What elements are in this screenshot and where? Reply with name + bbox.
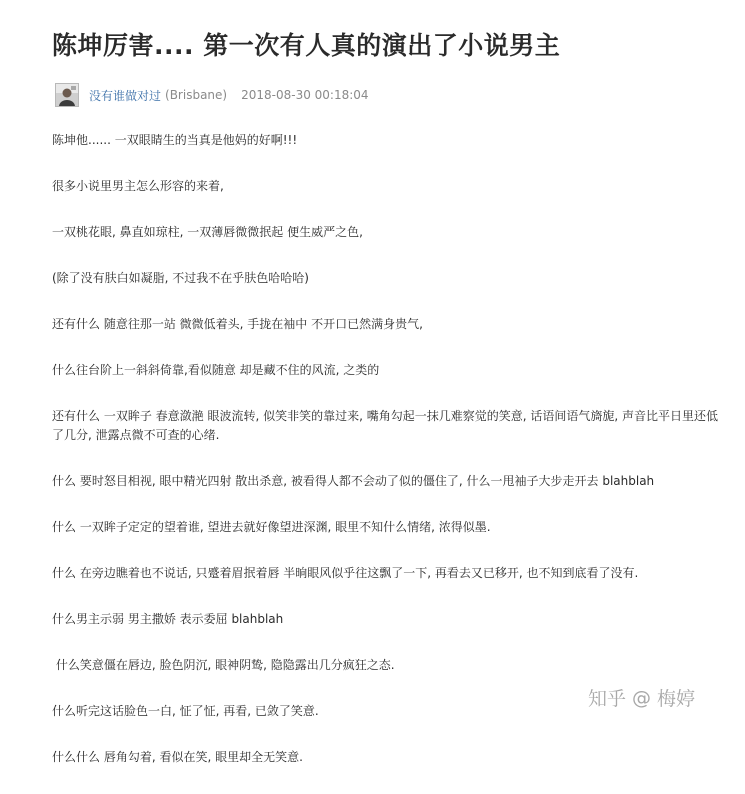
paragraph: 很多小说里男主怎么形容的来着, bbox=[52, 179, 224, 193]
paragraph: 什么男主示弱 男主撒娇 表示委屈 blahblah bbox=[52, 612, 284, 626]
paragraph: 什么往台阶上一斜斜倚靠,看似随意 却是藏不住的风流, 之类的 bbox=[52, 363, 380, 377]
watermark-at-sign: @ bbox=[632, 686, 652, 709]
paragraph: 什么听完这话脸色一白, 怔了怔, 再看, 已敛了笑意. bbox=[52, 704, 319, 718]
paragraph: 什么笑意僵在唇边, 脸色阴沉, 眼神阴鸷, 隐隐露出几分疯狂之态. bbox=[52, 658, 395, 672]
paragraph: 陈坤他...... 一双眼睛生的当真是他妈的好啊!!! bbox=[52, 133, 298, 147]
paragraph: 一双桃花眼, 鼻直如琼柱, 一双薄唇微微抿起 便生威严之色, bbox=[52, 225, 363, 239]
post-meta bbox=[55, 82, 369, 108]
paragraph: 还有什么 一双眸子 春意潋滟 眼波流转, 似笑非笑的靠过来, 嘴角勾起一抹几难察觉的笑意, 话语间语气旖旎, 声音比平日里还低了几分, 泄露点微不可查的心绪. bbox=[52, 409, 718, 442]
paragraph: 什么 一双眸子定定的望着谁, 望进去就好像望进深渊, 眼里不知什么情绪, 浓得似墨. bbox=[52, 520, 491, 534]
paragraph: (除了没有肤白如凝脂, 不过我不在乎肤色哈哈哈) bbox=[52, 271, 309, 285]
paragraph: 什么 在旁边瞧着也不说话, 只蹙着眉抿着唇 半晌眼风似乎往这飘了一下, 再看去又已移开, 也不知到底看了没有. bbox=[52, 566, 639, 580]
zhihu-watermark bbox=[588, 684, 695, 711]
paragraph: 还有什么 随意往那一站 微微低着头, 手拢在袖中 不开口已然满身贵气, bbox=[52, 317, 423, 331]
watermark-user: 梅婷 bbox=[657, 688, 696, 710]
avatar-image-icon bbox=[56, 84, 78, 106]
paragraph: 什么什么 唇角勾着, 看似在笑, 眼里却全无笑意. bbox=[52, 750, 303, 764]
author-location: (Brisbane) bbox=[165, 88, 228, 102]
post-timestamp: 2018-08-30 00:18:04 bbox=[241, 88, 369, 102]
author-avatar[interactable] bbox=[55, 83, 79, 107]
post-title: 陈坤厉害.... 第一次有人真的演出了小说男主 bbox=[52, 31, 561, 60]
watermark-brand: 知乎 bbox=[588, 688, 627, 710]
paragraph: 什么 要时怒目相视, 眼中精光四射 散出杀意, 被看得人都不会动了似的僵住了, 什么一甩袖子大步走开去 blahblah bbox=[52, 474, 655, 488]
author-link[interactable]: 没有谁做对过 bbox=[89, 88, 162, 103]
